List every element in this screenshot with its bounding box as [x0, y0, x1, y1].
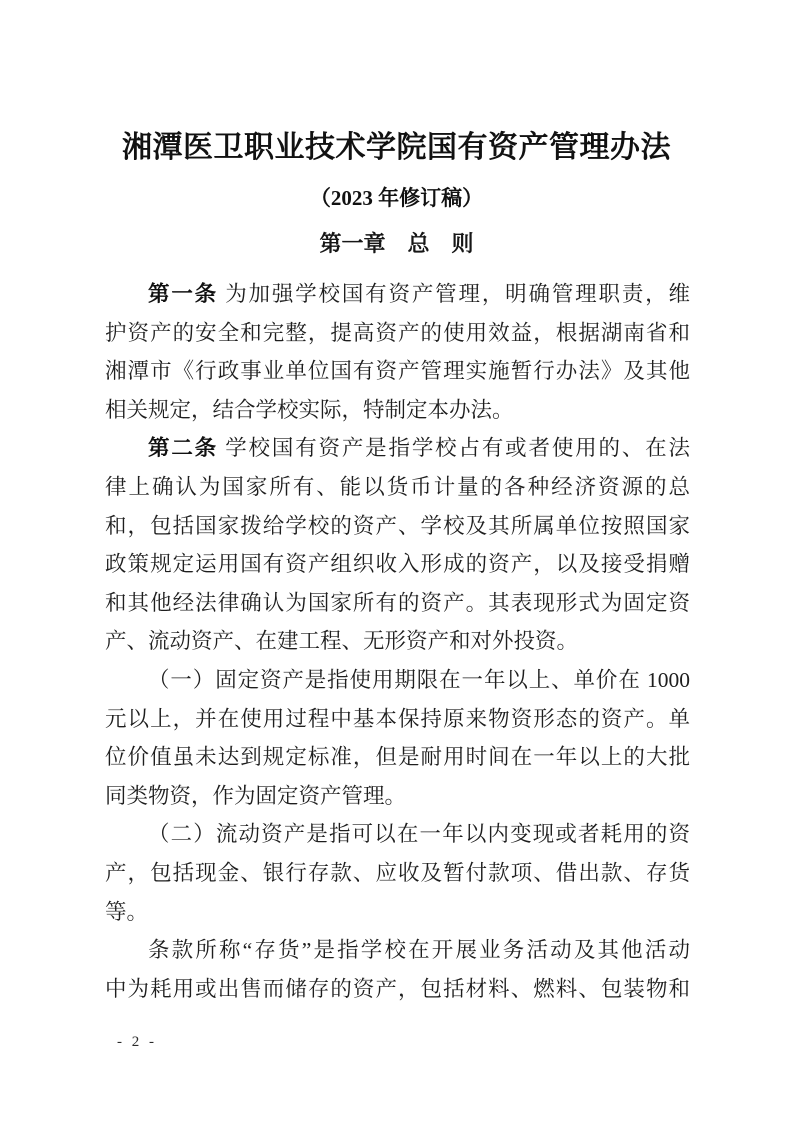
- paragraph-1-line-1: 第一条 为加强学校国有资产管理，明确管理职责，维: [148, 282, 690, 306]
- paragraph-3-line-3: 位价值虽未达到规定标准，但是耐用时间在一年以上的大批: [105, 745, 690, 770]
- article-number: 第二条: [148, 436, 218, 461]
- paragraph-2-line-6: 产、流动资产、在建工程、无形资产和对外投资。: [105, 629, 579, 654]
- paragraph-5-line-1: 条款所称“存货”是指学校在开展业务活动及其他活动: [148, 938, 690, 963]
- paragraph-3-line-2: 元以上，并在使用过程中基本保持原来物资形态的资产。单: [105, 706, 690, 731]
- document-title: 湘潭医卫职业技术学院国有资产管理办法: [122, 131, 671, 164]
- page-number: - 2 -: [117, 1034, 157, 1050]
- article-number: 第一条: [148, 282, 218, 306]
- paragraph-4-line-1: （二）流动资产是指可以在一年以内变现或者耗用的资: [148, 822, 690, 847]
- paragraph-1-line-4: 相关规定，结合学校实际，特制定本办法。: [105, 397, 514, 422]
- document-subtitle: （2023 年修订稿）: [309, 186, 484, 210]
- paragraph-5-line-2: 中为耗用或出售而储存的资产，包括材料、燃料、包装物和: [105, 976, 690, 1001]
- paragraph-1-line-3: 湘潭市《行政事业单位国有资产管理实施暂行办法》及其他: [105, 359, 690, 384]
- paragraph-2-line-3: 和，包括国家拨给学校的资产、学校及其所属单位按照国家: [105, 513, 690, 538]
- paragraph-4-line-3: 等。: [105, 899, 149, 924]
- document-body: [105, 275, 690, 1008]
- paragraph-2-line-5: 和其他经法律确认为国家所有的资产。其表现形式为固定资: [105, 590, 690, 615]
- paragraph-2-line-2: 律上确认为国家所有、能以货币计量的各种经济资源的总: [105, 474, 690, 499]
- paragraph-3-line-1: （一）固定资产是指使用期限在一年以上、单价在 1000: [148, 667, 690, 692]
- chapter-heading: 第一章 总 则: [319, 231, 474, 256]
- paragraph-2-line-1: 第二条 学校国有资产是指学校占有或者使用的、在法: [148, 436, 690, 461]
- paragraph-3-line-4: 同类物资，作为固定资产管理。: [105, 783, 407, 808]
- paragraph-2-line-4: 政策规定运用国有资产组织收入形成的资产，以及接受捐赠: [105, 552, 690, 577]
- paragraph-1-line-2: 护资产的安全和完整，提高资产的使用效益，根据湖南省和: [105, 320, 690, 345]
- paragraph-4-line-2: 产，包括现金、银行存款、应收及暂付款项、借出款、存货: [105, 860, 690, 885]
